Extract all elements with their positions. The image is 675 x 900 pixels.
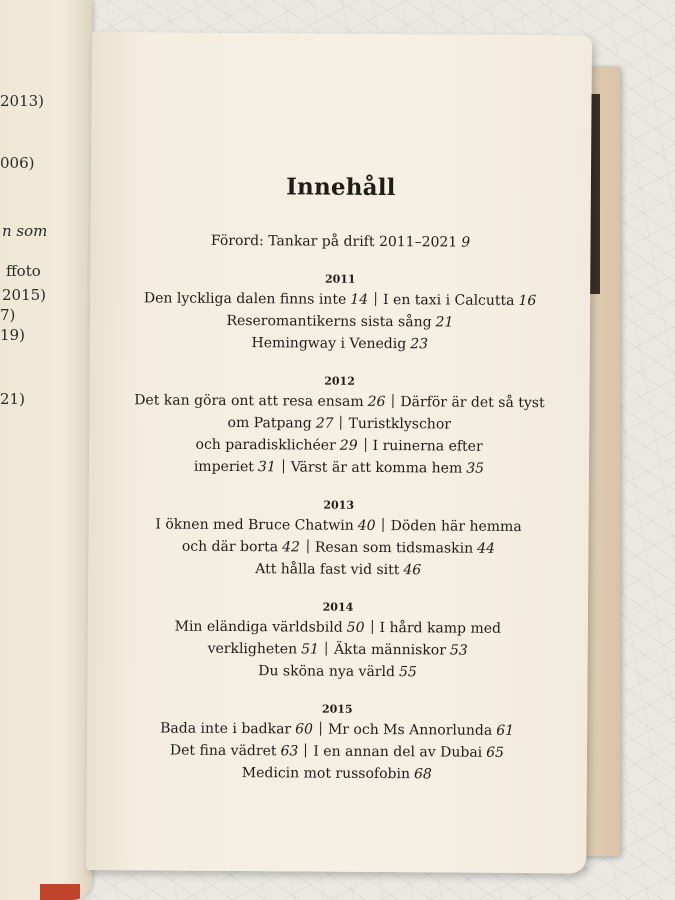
entry-page-number: 16 <box>518 292 537 310</box>
entry-title: och paradisklichéer <box>195 436 336 454</box>
entry-title: verkligheten <box>207 640 298 658</box>
entry-page-number: 51 <box>301 641 320 658</box>
entry-page-number: 53 <box>449 642 468 659</box>
entry-title: Turistklyschor <box>348 415 452 433</box>
left-page-fragment: 2013) <box>0 92 45 110</box>
left-page-fragment: 19) <box>0 326 25 344</box>
entry-title: imperiet <box>193 458 254 476</box>
toc-section-2013 <box>88 497 589 582</box>
entry-title: om Patpang <box>227 414 312 432</box>
entry-title: Det fina vädret <box>169 742 277 760</box>
page-title: Innehåll <box>286 173 396 202</box>
left-page-fragment: n som <box>2 222 48 240</box>
entry-separator <box>341 416 342 430</box>
toc-line <box>87 761 587 786</box>
cover-red-strip <box>40 884 80 900</box>
toc-sections <box>87 271 591 786</box>
foreword-entry <box>90 229 590 254</box>
entry-title: Mr och Ms Annorlunda <box>327 721 493 739</box>
table-of-contents-page <box>86 32 592 873</box>
toc-line <box>89 455 589 480</box>
entry-title: I öknen med Bruce Chatwin <box>155 516 354 534</box>
entry-page-number: 27 <box>315 415 334 432</box>
entry-page-number: 65 <box>486 744 505 761</box>
entry-page-number: 46 <box>403 562 422 579</box>
entry-separator <box>365 438 366 452</box>
entry-title: I en annan del av Dubai <box>313 743 483 761</box>
entry-title: Värst är att komma hem <box>290 459 463 477</box>
entry-separator <box>375 292 376 306</box>
left-page-fragment: 2015) <box>2 286 47 304</box>
entry-page-number: 26 <box>367 393 386 411</box>
entry-title: Att hålla fast vid sitt <box>255 561 400 579</box>
left-page-fragment: 7) <box>0 306 16 324</box>
toc-section-2011 <box>90 271 591 356</box>
toc-line <box>87 659 587 684</box>
entry-title: Medicin mot russofobin <box>241 765 411 783</box>
section-year: 2014 <box>322 600 354 614</box>
entry-separator <box>305 744 306 758</box>
entry-title: Resan som tidsmaskin <box>314 539 474 557</box>
toc-line <box>90 287 590 312</box>
toc-section-2015 <box>87 701 588 786</box>
toc-line <box>89 389 589 414</box>
toc-line <box>90 331 590 356</box>
entry-separator <box>307 540 308 554</box>
entry-title: Hemingway i Venedig <box>251 335 407 353</box>
section-year: 2013 <box>323 498 355 512</box>
entry-title: Den lyckliga dalen finns inte <box>143 290 347 308</box>
entry-title: Därför är det så tyst <box>400 394 545 412</box>
entry-separator <box>371 620 372 634</box>
entry-page-number: 60 <box>295 721 314 738</box>
entry-title: Döden här hemma <box>390 518 522 536</box>
section-year: 2015 <box>321 702 353 716</box>
left-page-fragment: 21) <box>0 390 25 408</box>
entry-page-number: 42 <box>282 539 300 556</box>
toc-line <box>87 717 587 742</box>
entry-separator <box>283 459 284 473</box>
entry-page-number: 35 <box>466 460 485 477</box>
toc-line <box>88 513 588 538</box>
entry-title: Du sköna nya värld <box>258 663 396 681</box>
entry-title: Förord: Tankar på drift 2011–2021 <box>210 232 458 251</box>
entry-page-number: 50 <box>346 619 365 636</box>
toc-section-2014 <box>87 599 588 684</box>
entry-page-number: 29 <box>339 437 358 454</box>
entry-page-number: 14 <box>350 291 369 308</box>
left-page-fragment: 006) <box>0 154 35 172</box>
section-year: 2011 <box>324 272 356 286</box>
entry-separator <box>320 722 321 736</box>
entry-title: Bada inte i badkar <box>160 720 292 738</box>
entry-page-number: 63 <box>280 743 299 760</box>
entry-title: Äkta människor <box>333 641 446 659</box>
entry-title: Reseromantikerns sista sång <box>226 312 432 331</box>
entry-page-number: 40 <box>357 517 376 534</box>
entry-title: och där borta <box>181 538 279 556</box>
entry-page-number: 68 <box>413 766 432 783</box>
left-page-fragment: ffoto <box>6 262 41 280</box>
entry-separator <box>392 394 393 408</box>
section-year: 2012 <box>324 374 355 388</box>
entry-title: I hård kamp med <box>379 620 502 637</box>
entry-title: Min eländiga världsbild <box>174 618 343 636</box>
entry-page-number: 9 <box>461 234 471 251</box>
left-page <box>0 0 92 900</box>
toc-content <box>87 32 592 786</box>
entry-page-number: 61 <box>496 722 515 739</box>
toc-line <box>88 557 588 582</box>
entry-page-number: 55 <box>398 664 417 681</box>
entry-title: I ruinerna efter <box>372 437 483 455</box>
entry-page-number: 21 <box>435 314 454 331</box>
entry-title: Det kan göra ont att resa ensam <box>134 392 364 410</box>
toc-section-2012 <box>89 373 590 480</box>
entry-page-number: 23 <box>410 336 429 353</box>
entry-page-number: 31 <box>257 459 276 476</box>
entry-page-number: 44 <box>477 540 496 557</box>
entry-title: I en taxi i Calcutta <box>383 292 515 309</box>
entry-separator <box>383 518 384 532</box>
entry-separator <box>326 642 327 656</box>
